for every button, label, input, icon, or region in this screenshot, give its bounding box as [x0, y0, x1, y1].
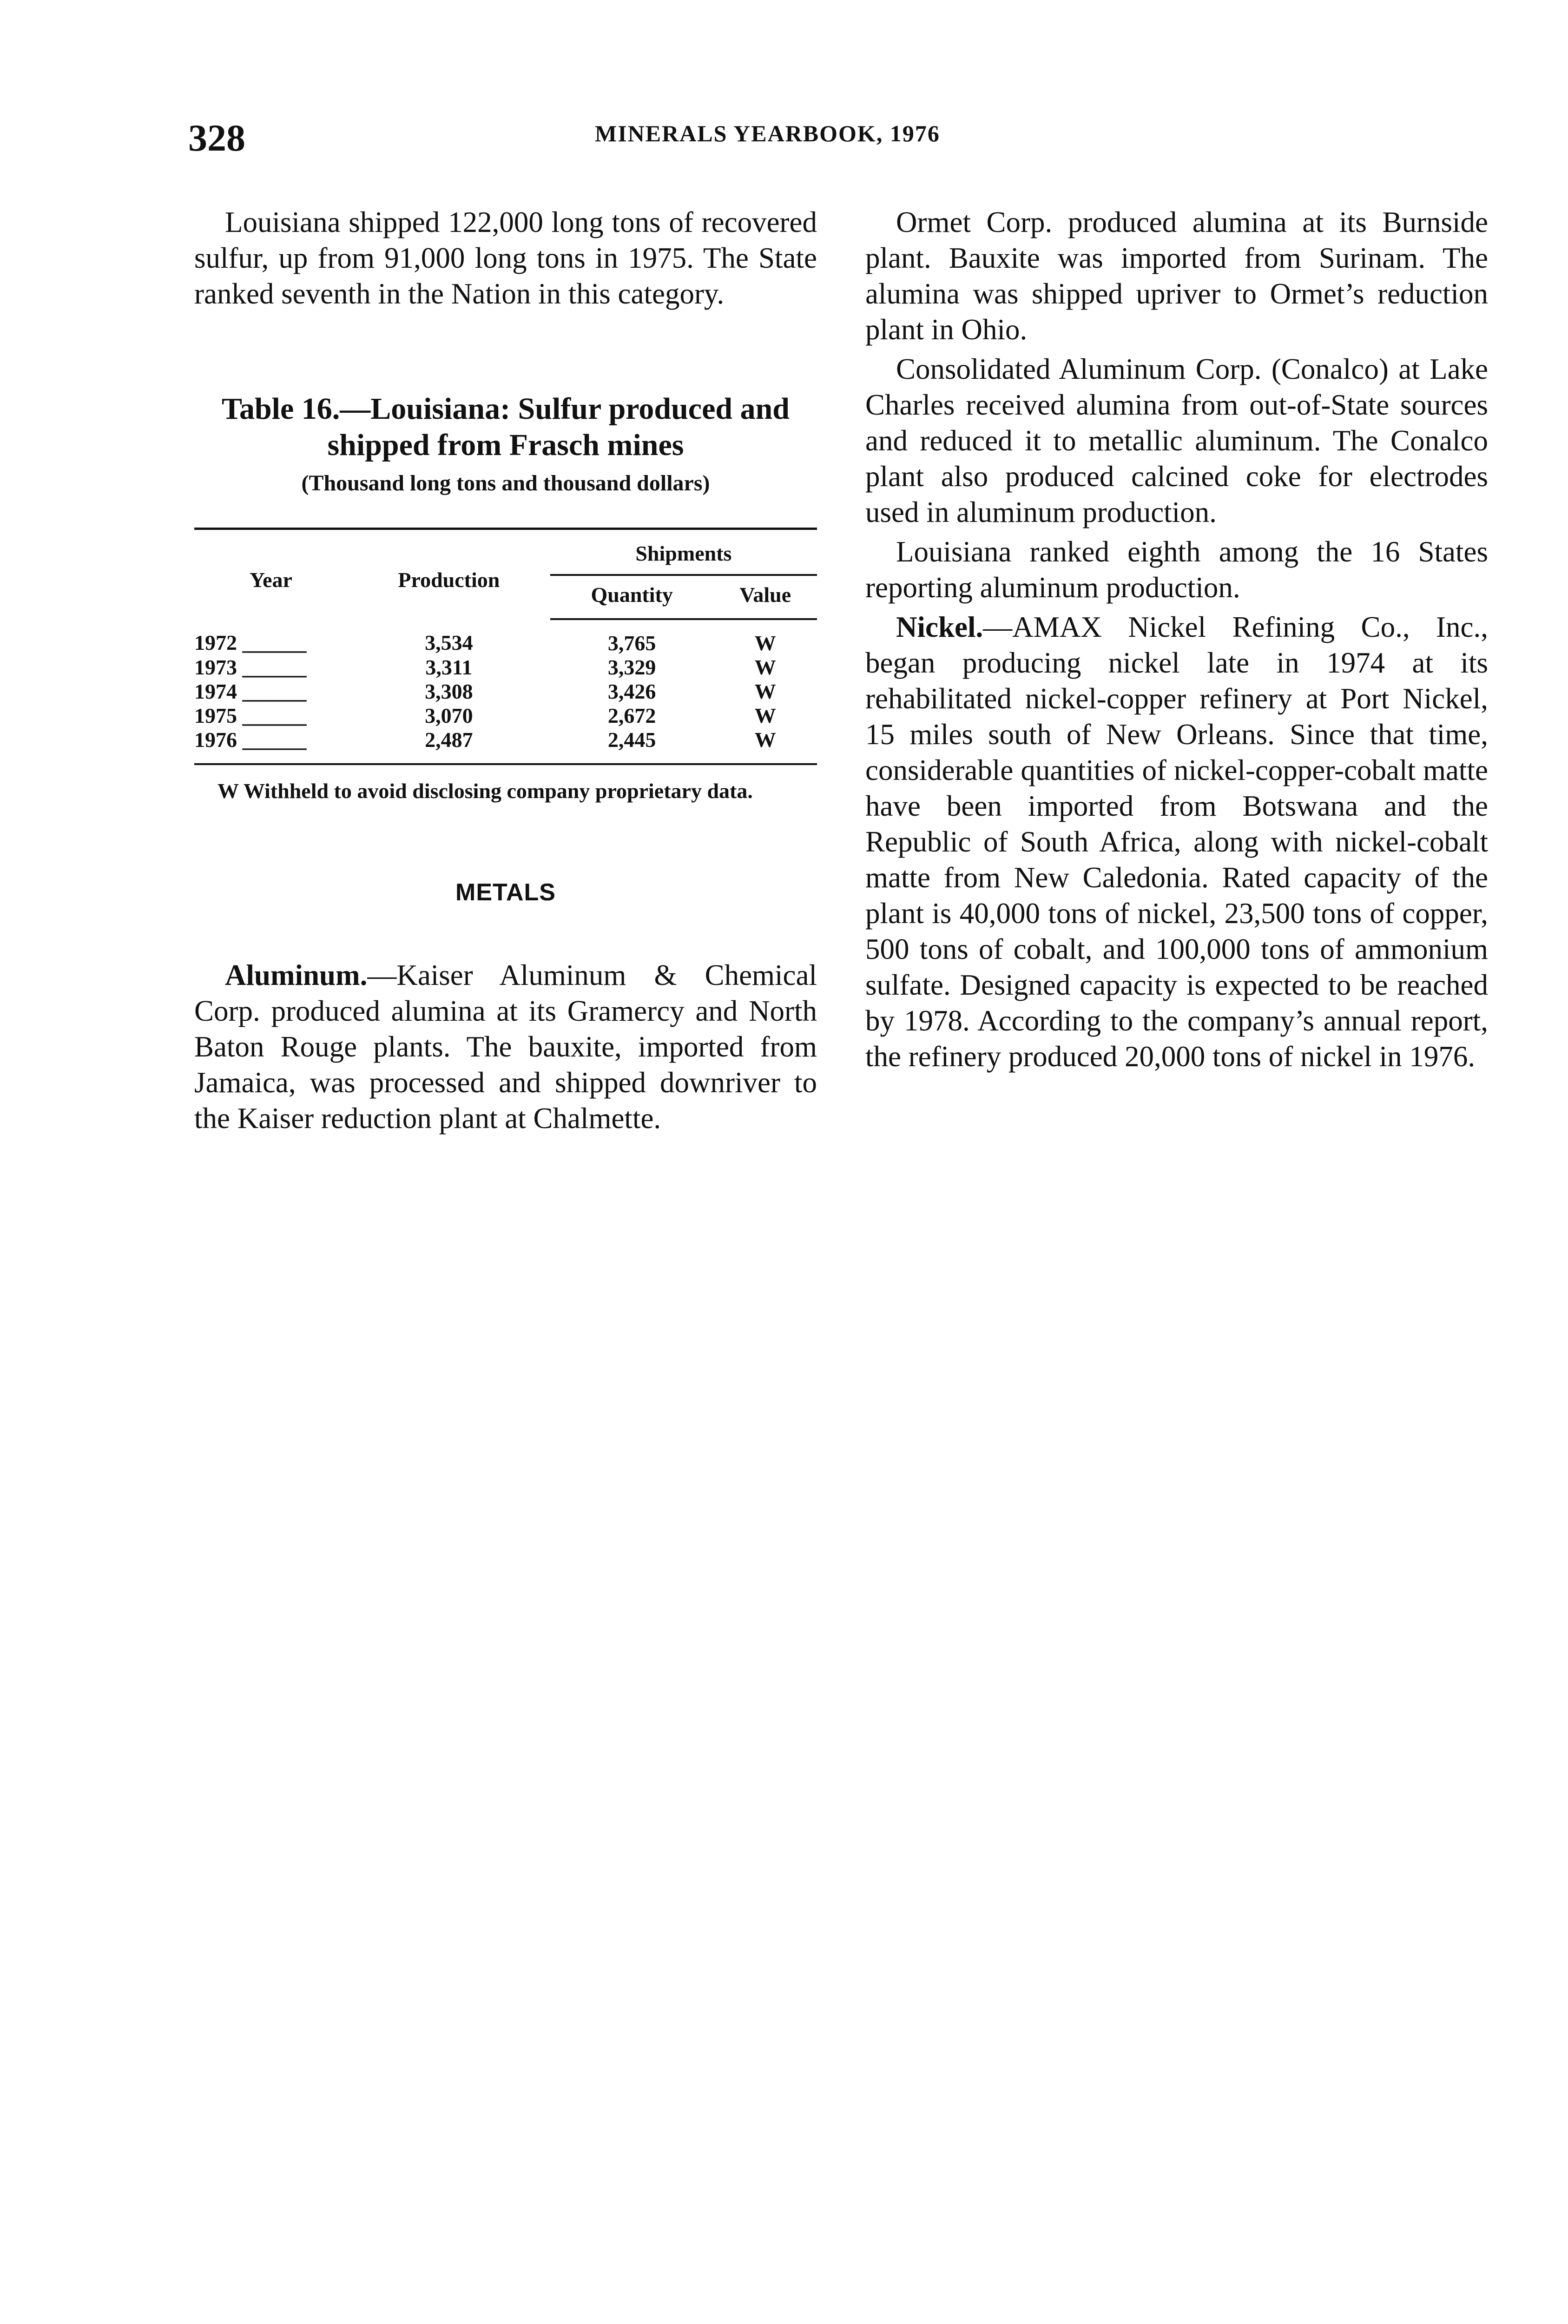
table-row: [194, 655, 817, 680]
nickel-paragraph: [865, 609, 1488, 1075]
nickel-run-in-heading: Nickel.: [896, 611, 983, 643]
cell-quantity: 3,329: [607, 655, 656, 679]
cell-value: W: [754, 704, 776, 727]
cell-year: 1975 ______: [194, 704, 307, 727]
table-subtitle: (Thousand long tons and thousand dollars): [301, 471, 710, 495]
table-row: [194, 704, 817, 728]
header-shipments: Shipments: [550, 529, 817, 575]
cell-production: 3,534: [425, 631, 473, 654]
cell-value: W: [754, 680, 776, 703]
header-value: Value: [714, 575, 817, 619]
nickel-text: —AMAX Nickel Refining Co., Inc., began producing nickel late in 1974 at its rehabilitated nickel-copper refinery at Port Nickel, 15 miles south of New Orleans. Since that time, considerable quantities of nickel-copper-cobalt matte have been imported from Botswana and the Republic of South Africa, along with nickel-cobalt matte from New Caledonia. Rated capacity of the plant is 40,000 tons of nickel, 23,500 tons of copper, 500 tons of cobalt, and 100,000 tons of ammonium sulfate. Designed capacity is expected to be reached by 1978. According to the company’s annual report, the refinery produced 20,000 tons of nickel in 1976.: [865, 611, 1488, 1073]
cell-value: W: [714, 728, 817, 764]
table-row: [194, 680, 817, 704]
cell-value: W: [754, 631, 776, 655]
ormet-paragraph: Ormet Corp. produced alumina at its Burnside plant. Bauxite was imported from Surinam. The alumina was shipped upriver to Ormet’s reduction plant in Ohio.: [865, 206, 1488, 346]
aluminum-paragraph: [194, 957, 817, 1136]
page-number: 328: [188, 117, 245, 159]
conalco-paragraph: Consolidated Aluminum Corp. (Conalco) at Lake Charles received alumina from out-of-State sources and reduced it to metallic aluminum. The Conalco plant also produced calcined coke for electrodes used in aluminum production.: [865, 353, 1488, 528]
cell-quantity: 2,445: [550, 728, 714, 764]
cell-quantity: 2,672: [607, 704, 656, 727]
cell-production: 3,311: [425, 655, 473, 679]
aluminum-text: —Kaiser Aluminum & Chemical Corp. produced alumina at its Gramercy and North Baton Rouge plants. The bauxite, imported from Jamaica, was processed and shipped downriver to the Kaiser reduction plant at Chalmette.: [194, 959, 817, 1135]
sulfur-shipments-paragraph: Louisiana shipped 122,000 long tons of recovered sulfur, up from 91,000 long tons in 1975. The State ranked seventh in the Nation in this category.: [194, 206, 817, 310]
aluminum-run-in-heading: Aluminum.: [225, 959, 368, 991]
header-quantity: Quantity: [550, 575, 714, 619]
cell-production: 3,308: [425, 680, 473, 703]
table-title: Table 16.—Louisiana: Sulfur produced and shipped from Frasch mines: [221, 392, 790, 462]
table-row: [194, 728, 817, 764]
left-column: [194, 205, 817, 1136]
table-footnote: W Withheld to avoid disclosing company proprietary data.: [217, 779, 753, 803]
header-year: Year: [194, 529, 348, 620]
cell-year: 1976 ______: [194, 728, 348, 764]
cell-year: 1973 ______: [194, 655, 307, 679]
aluminum-ranking-paragraph: Louisiana ranked eighth among the 16 States reporting aluminum production.: [865, 535, 1488, 604]
cell-production: 3,070: [425, 704, 473, 727]
sulfur-table: [194, 528, 817, 765]
running-title: MINERALS YEARBOOK, 1976: [595, 120, 940, 146]
cell-year: 1974 ______: [194, 680, 307, 703]
cell-value: W: [754, 655, 776, 679]
cell-year: 1972 ______: [194, 631, 307, 654]
cell-quantity: 3,426: [607, 680, 656, 703]
header-production: Production: [348, 529, 550, 620]
cell-production: 2,487: [348, 728, 550, 764]
right-column: [865, 205, 1488, 1075]
table-row: [194, 619, 817, 655]
section-heading-metals: METALS: [455, 879, 556, 906]
cell-quantity: 3,765: [607, 631, 656, 655]
